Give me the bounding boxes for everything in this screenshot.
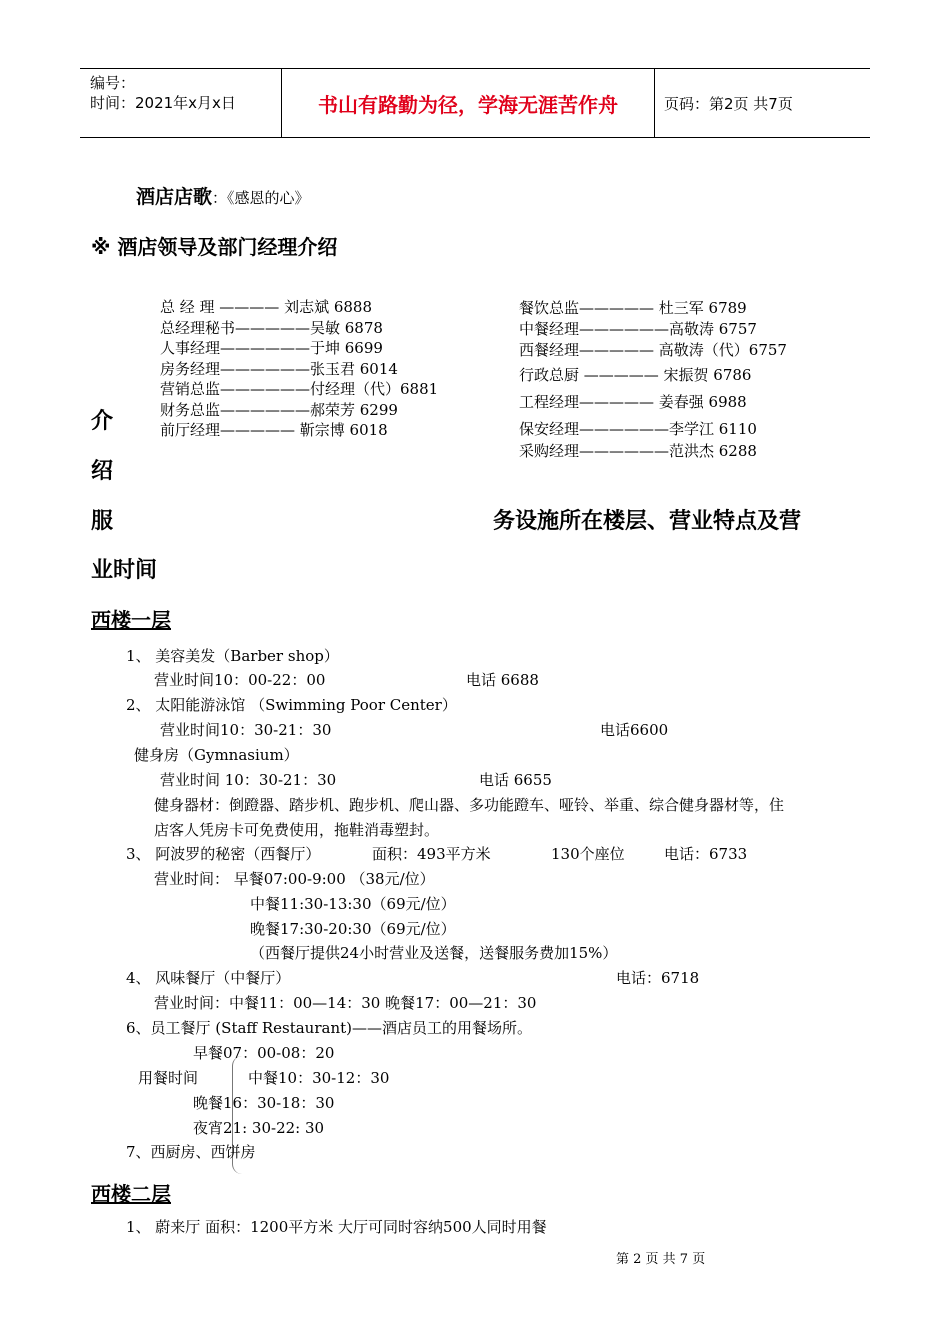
facility-item: 2、 太阳能游泳馆 （Swimming Poor Center） (126, 696, 457, 714)
staff-entry: 人事经理——————于坤 6699 (160, 339, 383, 357)
song-title: 《感恩的心》 (227, 189, 310, 207)
facility-seats: 130个座位 (551, 845, 625, 863)
staff-entry: 房务经理——————张玉君 6014 (160, 359, 398, 378)
staff-entry: 财务总监——————郝荣芳 6299 (160, 400, 398, 419)
header-number: 编号： (90, 74, 136, 92)
intro-heading-char: 绍 (91, 459, 114, 484)
staff-entry: 西餐经理————— 高敬涛（代）6757 (519, 341, 787, 359)
facility-item: 6、员工餐厅 (Staff Restaurant)——酒店员工的用餐场所。 (126, 1019, 532, 1037)
facility-item: 3、 阿波罗的秘密（西餐厅） (126, 845, 321, 863)
staff-entry: 总经理秘书—————吴敏 6878 (160, 318, 383, 337)
facility-hours: 营业时间：中餐11：00—14：30 晚餐17：00—21：30 (154, 994, 537, 1012)
staff-entry: 行政总厨 ————— 宋振贺 6786 (519, 366, 752, 384)
facility-phone: 电话6600 (600, 721, 669, 739)
intro-heading-rest: 务设施所在楼层、营业特点及营 (493, 509, 802, 534)
hotel-song (136, 182, 310, 209)
intro-heading-char: 服 (91, 509, 114, 534)
staff-entry: 营销总监——————付经理（代）6881 (160, 380, 439, 398)
facility-hours: 中餐11:30-13:30（69元/位） (250, 895, 456, 913)
staff-entry: 采购经理——————范洪杰 6288 (519, 442, 757, 460)
song-label: 酒店店歌 (136, 186, 213, 208)
page-header (80, 68, 870, 138)
facility-phone: 电话：6733 (664, 845, 748, 863)
facility-area: 面积：493平方米 (372, 845, 491, 863)
facility-hours: 营业时间： 早餐07:00-9:00 （38元/位） (154, 870, 435, 888)
facility-phone: 电话 6688 (466, 671, 539, 689)
facility-hours: 营业时间 10：30-21：30 (160, 771, 337, 789)
facility-description: 健身器材：倒蹬器、踏步机、跑步机、爬山器、多功能蹬车、哑铃、举重、综合健身器材等，住 (154, 796, 785, 814)
facility-hours: 营业时间10：30-21：30 (160, 721, 332, 739)
intro-heading-last: 业时间 (91, 558, 158, 583)
staff-entry: 保安经理——————李学江 6110 (519, 420, 757, 438)
header-motto: 书山有路勤为径，学海无涯苦作舟 (318, 92, 618, 117)
floor-heading: 西楼二层 (91, 1182, 171, 1206)
facility-item: 1、 蔚来厅 面积：1200平方米 大厅可同时容纳500人同时用餐 (126, 1218, 547, 1236)
facility-phone: 电话：6718 (616, 969, 700, 987)
staff-entry: 工程经理————— 姜春强 6988 (519, 393, 747, 411)
facility-item: 4、 风味餐厅（中餐厅） (126, 969, 291, 987)
leaders-heading: ※ 酒店领导及部门经理介绍 (91, 235, 338, 259)
intro-heading-char: 介 (91, 409, 114, 434)
staff-entry: 前厅经理————— 靳宗博 6018 (160, 421, 388, 439)
floor-heading: 西楼一层 (91, 608, 171, 632)
header-meta (90, 73, 236, 113)
facility-item: 健身房（Gymnasium） (134, 746, 299, 764)
staff-list-left (160, 297, 438, 441)
facility-item: 1、 美容美发（Barber shop） (126, 647, 339, 665)
staff-entry: 餐饮总监————— 杜三军 6789 (519, 299, 747, 317)
song-colon: ： (212, 189, 228, 207)
facility-note: （西餐厅提供24小时营业及送餐，送餐服务费加15%） (250, 944, 618, 962)
meal-time-label: 用餐时间 (138, 1069, 199, 1087)
header-date: 时间：2021年x月x日 (90, 94, 236, 112)
meal-time: 早餐07：00-08：20 (193, 1044, 335, 1062)
facility-phone: 电话 6655 (479, 771, 552, 789)
meal-time: 夜宵21: 30-22: 30 (193, 1119, 325, 1137)
header-divider (654, 69, 655, 137)
staff-entry: 总 经 理 ———— 刘志斌 6888 (160, 298, 373, 316)
staff-entry: 中餐经理——————高敬涛 6757 (519, 320, 757, 338)
facility-hours: 营业时间10：00-22：00 (154, 671, 326, 689)
facility-hours: 晚餐17:30-20:30（69元/位） (250, 920, 456, 938)
meal-time: 晚餐16：30-18：30 (193, 1094, 335, 1112)
header-page-info: 页码：第2页 共7页 (664, 95, 793, 113)
facility-description: 店客人凭房卡可免费使用，拖鞋消毒塑封。 (154, 821, 440, 839)
facility-item: 7、西厨房、西饼房 (126, 1143, 256, 1161)
meal-time: 中餐10：30-12：30 (248, 1069, 390, 1087)
page-footer: 第 2 页 共 7 页 (616, 1252, 706, 1267)
